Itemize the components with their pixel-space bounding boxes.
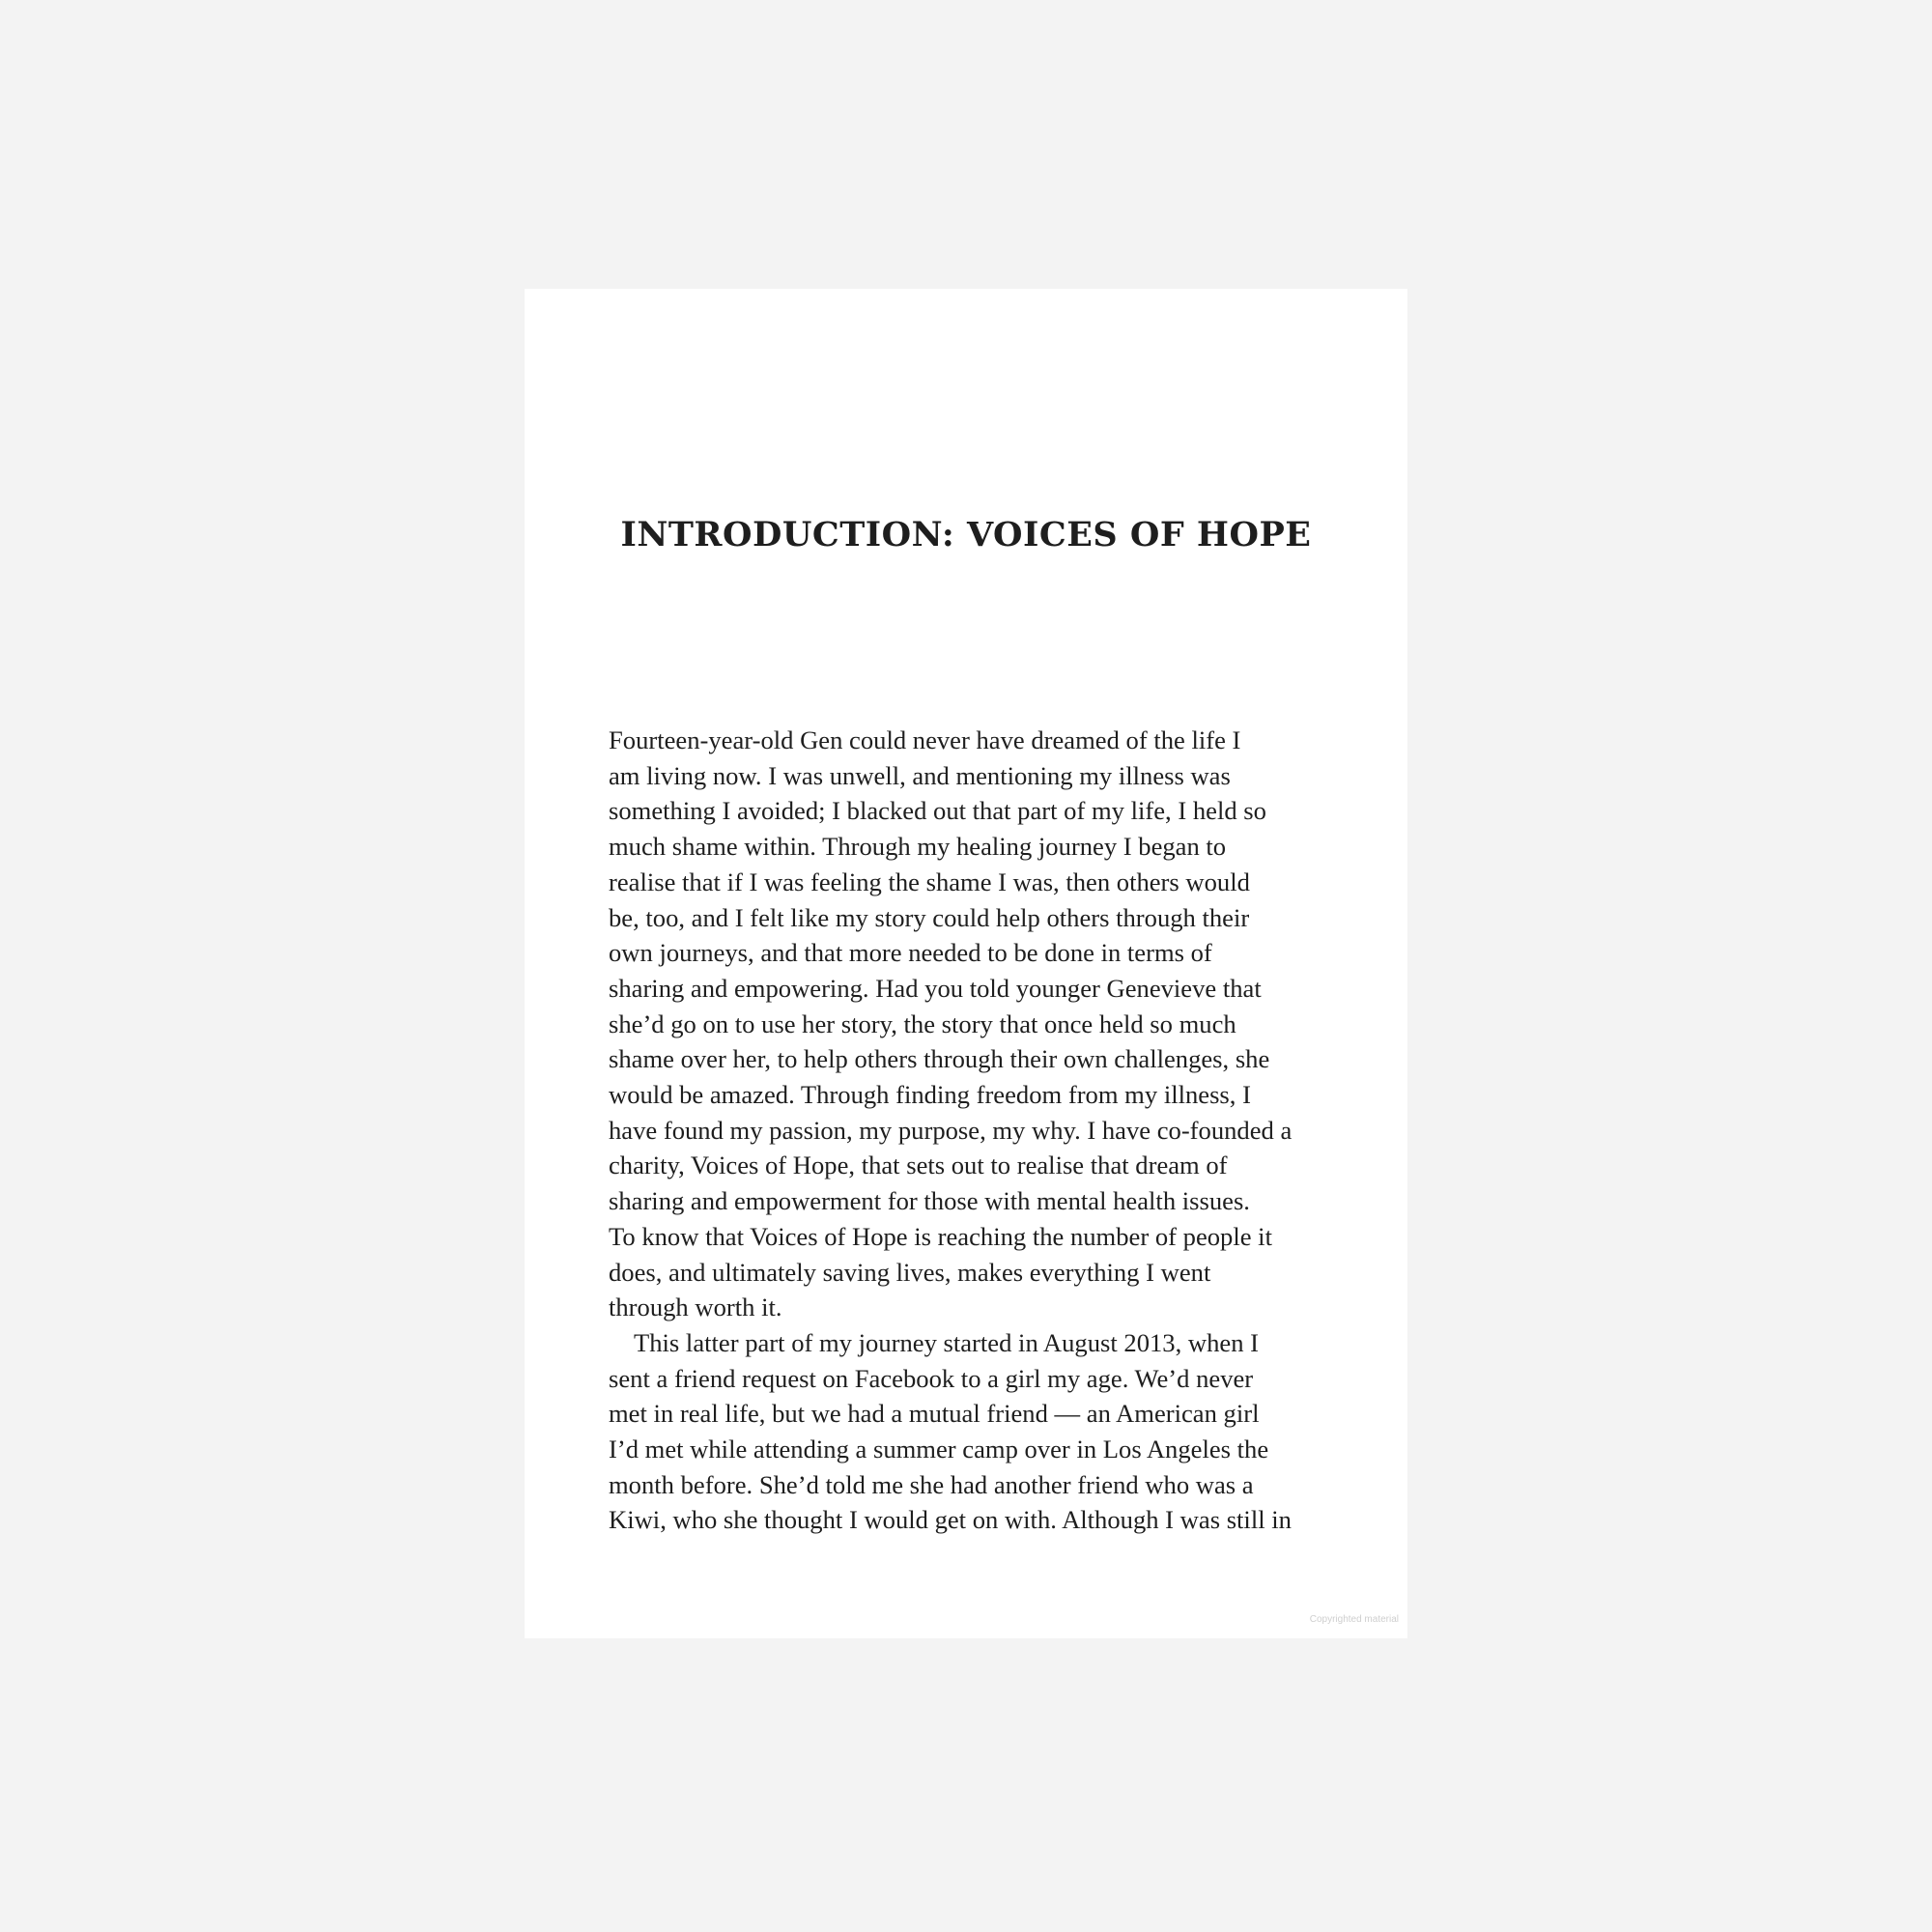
text-line: she’d go on to use her story, the story that once held so much xyxy=(609,1009,1236,1038)
text-line: sent a friend request on Facebook to a girl my age. We’d never xyxy=(609,1363,1254,1393)
text-line: would be amazed. Through finding freedom from my illness, I xyxy=(609,1080,1251,1110)
text-line: have found my passion, my purpose, my why. I have co-founded a xyxy=(609,1115,1293,1145)
text-line: This latter part of my journey started in August 2013, when I xyxy=(634,1327,1259,1357)
body-text xyxy=(609,723,1328,1538)
text-line: realise that if I was feeling the shame I was, then others would xyxy=(609,867,1250,896)
paragraph-1 xyxy=(609,723,1328,1325)
text-line: sharing and empowerment for those with mental health issues. xyxy=(609,1186,1250,1216)
text-line: month before. She’d told me she had another friend who was a xyxy=(609,1469,1254,1499)
text-line: through worth it. xyxy=(609,1293,782,1322)
text-line: sharing and empowering. Had you told younger Genevieve that xyxy=(609,973,1262,1003)
copyright-watermark: Copyrighted material xyxy=(1309,1614,1399,1625)
text-line: Kiwi, who she thought I would get on with. Although I was still in xyxy=(609,1505,1292,1535)
text-line: I’d met while attending a summer camp over in Los Angeles the xyxy=(609,1435,1269,1464)
text-line: does, and ultimately saving lives, makes everything I went xyxy=(609,1257,1211,1287)
text-line: shame over her, to help others through their own challenges, she xyxy=(609,1044,1270,1074)
text-line: own journeys, and that more needed to be done in terms of xyxy=(609,938,1212,968)
text-line: Fourteen-year-old Gen could never have dreamed of the life I xyxy=(609,725,1241,754)
text-line: be, too, and I felt like my story could help others through their xyxy=(609,902,1250,932)
book-page xyxy=(525,289,1407,1638)
text-line: To know that Voices of Hope is reaching the number of people it xyxy=(609,1221,1272,1251)
text-line: something I avoided; I blacked out that part of my life, I held so xyxy=(609,796,1266,826)
text-line: met in real life, but we had a mutual friend — an American girl xyxy=(609,1399,1260,1429)
text-line: much shame within. Through my healing journey I began to xyxy=(609,832,1227,862)
text-line: charity, Voices of Hope, that sets out to realise that dream of xyxy=(609,1151,1228,1180)
text-line: am living now. I was unwell, and mentioning my illness was xyxy=(609,760,1231,790)
paragraph-2 xyxy=(609,1325,1328,1538)
chapter-title: INTRODUCTION: VOICES OF HOPE xyxy=(620,515,1312,554)
